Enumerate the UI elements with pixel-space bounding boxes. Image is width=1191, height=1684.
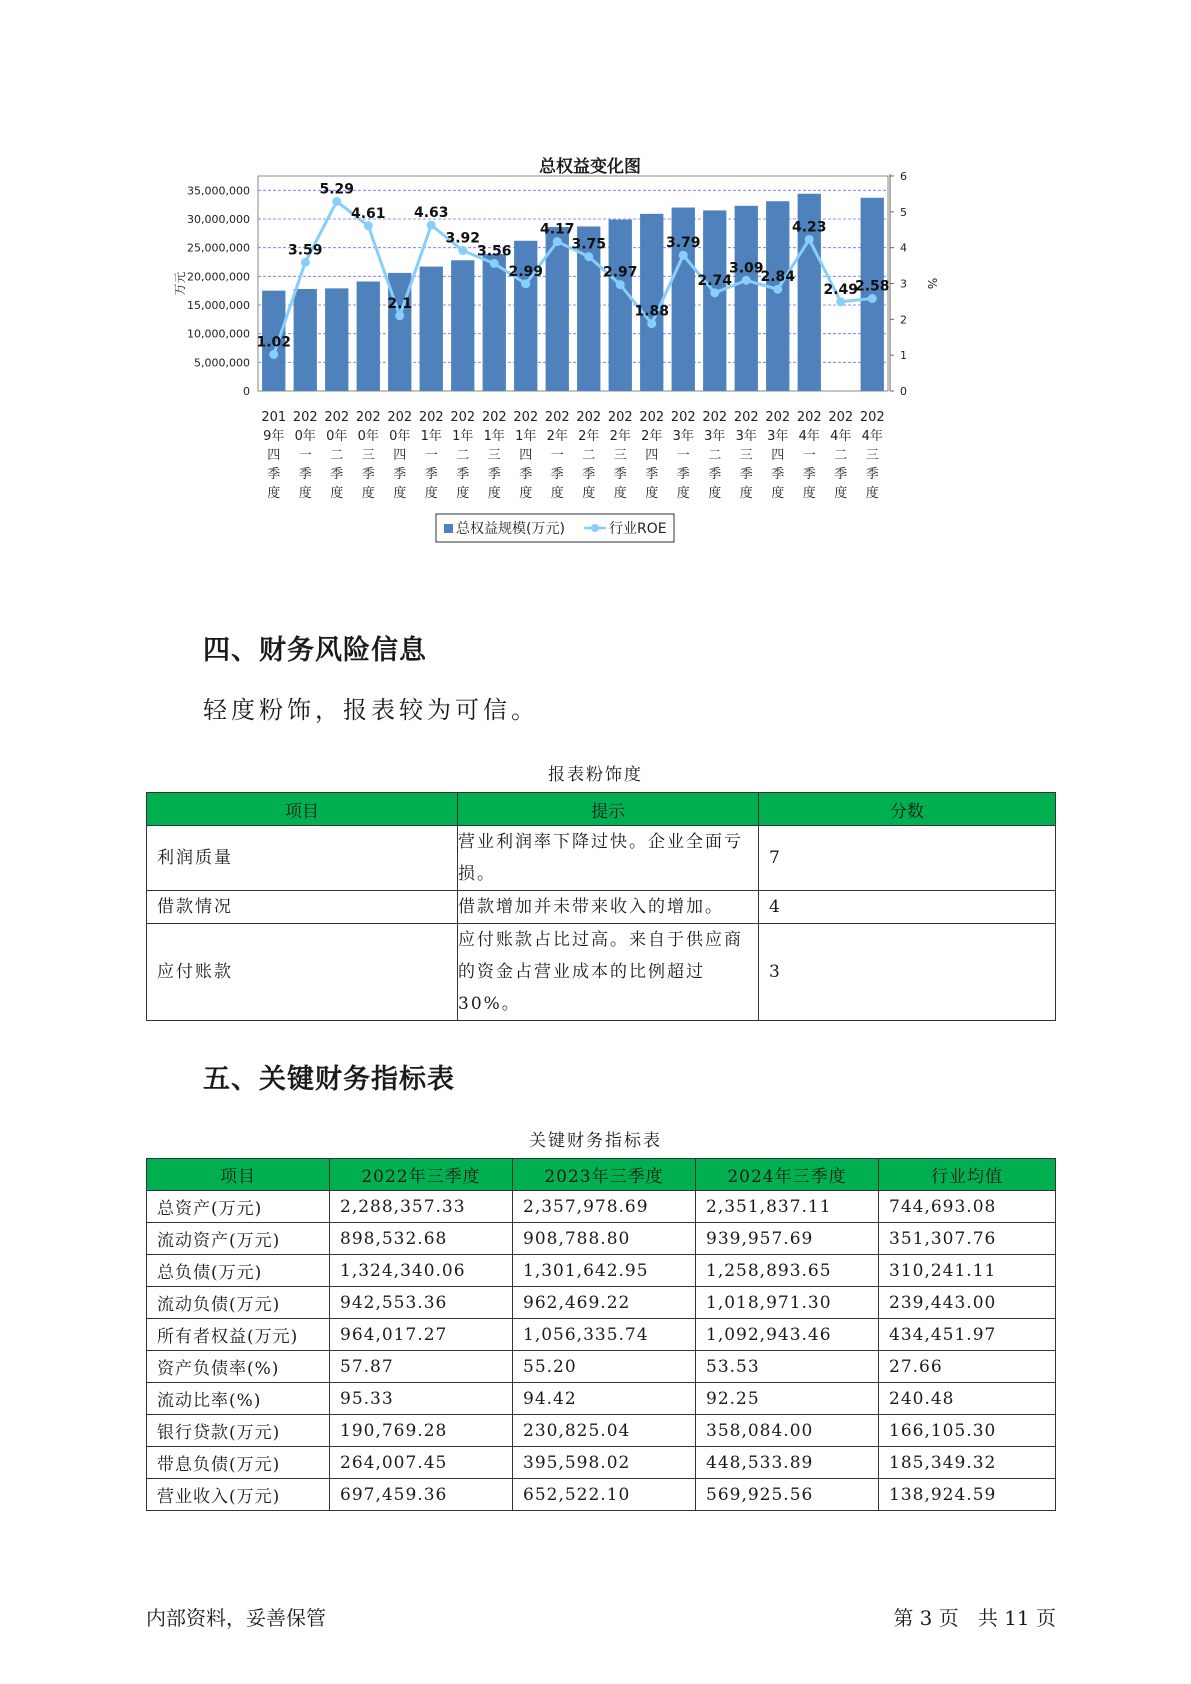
header-item: 项目 [147,1159,330,1191]
x-tick-label: 度 [771,486,785,501]
x-tick-label: 度 [865,486,879,501]
x-tick-label: 季 [802,467,816,482]
x-tick-label: 202 [481,410,507,425]
x-tick-label: 度 [834,486,848,501]
roe-point [301,258,310,267]
footer-confidential: 内部资料，妥善保管 [146,1606,326,1630]
x-tick-label: 2年 [546,429,568,444]
x-tick-label: 0年 [294,429,316,444]
roe-point [395,311,404,320]
x-tick-label: 季 [613,467,627,482]
x-tick-label: 202 [324,410,350,425]
right-tick-label: 4 [900,241,907,255]
risk-score: 7 [759,826,1056,891]
x-tick-label: 3年 [704,429,726,444]
header-2023q3: 2023年三季度 [513,1159,696,1191]
bar [357,281,380,391]
x-tick-label: 四 [519,448,533,463]
table-row [147,1191,1056,1223]
x-tick-label: 度 [361,486,375,501]
roe-data-label: 5.29 [319,181,355,198]
right-tick-label: 3 [900,277,907,291]
roe-data-label: 2.74 [697,272,733,289]
kpi-2024q3: 1,258,893.65 [696,1255,879,1287]
kpi-2022q3: 95.33 [330,1383,513,1415]
x-tick-label: 季 [393,467,407,482]
kpi-2022q3: 1,324,340.06 [330,1255,513,1287]
x-tick-label: 202 [765,410,791,425]
x-tick-label: 四 [645,448,659,463]
right-tick-label: 2 [900,313,907,327]
x-tick-label: 202 [828,410,854,425]
kpi-2023q3: 395,598.02 [513,1447,696,1479]
x-tick-label: 季 [424,467,438,482]
section-4-heading: 四、财务风险信息 [203,635,427,666]
right-tick-label: 6 [900,170,907,183]
roe-data-label: 2.58 [854,278,890,295]
bar [735,206,758,391]
roe-data-label: 4.61 [350,205,386,222]
bar [451,260,474,391]
roe-data-label: 2.97 [602,264,638,281]
chart-title: 总权益变化图 [539,157,641,177]
kpi-item: 流动负债(万元) [147,1287,330,1319]
kpi-2022q3: 190,769.28 [330,1415,513,1447]
table-row [147,1223,1056,1255]
x-tick-label: 1年 [420,429,442,444]
x-tick-label: 一 [676,448,690,463]
x-tick-label: 一 [298,448,312,463]
roe-data-label: 2.99 [508,263,544,280]
x-tick-label: 二 [456,448,470,463]
kpi-2023q3: 2,357,978.69 [513,1191,696,1223]
bar [766,201,789,391]
kpi-item: 流动比率(%) [147,1383,330,1415]
x-tick-label: 二 [708,448,722,463]
kpi-2023q3: 1,056,335.74 [513,1319,696,1351]
header-item: 项目 [147,793,458,826]
kpi-industry-avg: 351,307.76 [879,1223,1056,1255]
table-row [147,1319,1056,1351]
x-tick-label: 202 [702,410,728,425]
roe-point [269,350,278,359]
kpi-industry-avg: 27.66 [879,1351,1056,1383]
right-tick-label: 1 [900,349,907,363]
kpi-industry-avg: 138,924.59 [879,1479,1056,1511]
table-row [147,1479,1056,1511]
x-tick-label: 4年 [861,429,883,444]
left-tick-label: 30,000,000 [187,213,250,226]
section-5-heading: 五、关键财务指标表 [203,1064,455,1095]
right-axis-label: % [925,277,939,290]
kpi-item: 银行贷款(万元) [147,1415,330,1447]
kpi-2024q3: 939,957.69 [696,1223,879,1255]
x-tick-label: 季 [550,467,564,482]
x-tick-label: 度 [393,486,407,501]
roe-data-label: 3.92 [445,230,481,247]
risk-table [146,792,1056,1021]
bar [703,210,726,391]
x-tick-label: 度 [613,486,627,501]
kpi-2024q3: 358,084.00 [696,1415,879,1447]
kpi-table-caption: 关键财务指标表 [529,1131,662,1151]
x-tick-label: 202 [387,410,413,425]
kpi-item: 流动资产(万元) [147,1223,330,1255]
x-tick-label: 4年 [798,429,820,444]
x-tick-label: 季 [361,467,375,482]
risk-score: 3 [759,924,1056,1021]
left-tick-label: 20,000,000 [187,270,250,284]
x-tick-label: 度 [582,486,596,501]
kpi-industry-avg: 434,451.97 [879,1319,1056,1351]
footer-page-number: 第 3 页 共 11 页 [893,1606,1056,1630]
x-tick-label: 2年 [578,429,600,444]
kpi-2023q3: 1,301,642.95 [513,1255,696,1287]
kpi-2023q3: 962,469.22 [513,1287,696,1319]
x-tick-label: 季 [676,467,690,482]
roe-point [364,221,373,230]
x-tick-label: 202 [859,410,885,425]
roe-point [490,259,499,268]
kpi-2022q3: 2,288,357.33 [330,1191,513,1223]
kpi-item: 总负债(万元) [147,1255,330,1287]
table-row [147,1447,1056,1479]
x-tick-label: 季 [298,467,312,482]
x-tick-label: 四 [771,448,785,463]
roe-point [868,294,877,303]
table-row [147,891,1056,924]
x-tick-label: 1年 [515,429,537,444]
risk-table-caption: 报表粉饰度 [548,765,643,785]
table-row [147,826,1056,891]
x-tick-label: 度 [802,486,816,501]
x-tick-label: 2年 [641,429,663,444]
x-tick-label: 度 [456,486,470,501]
x-tick-label: 季 [834,467,848,482]
risk-hint: 应付账款占比过高。来自于供应商的资金占营业成本的比例超过30%。 [458,924,759,1021]
left-tick-label: 35,000,000 [187,184,250,198]
x-tick-label: 度 [330,486,344,501]
x-tick-label: 3年 [767,429,789,444]
roe-data-label: 3.75 [571,236,607,253]
roe-data-label: 3.59 [287,242,323,259]
x-tick-label: 季 [487,467,501,482]
risk-score: 4 [759,891,1056,924]
legend-line-label: 行业ROE [609,521,667,537]
x-tick-label: 三 [487,448,501,463]
x-tick-label: 202 [796,410,822,425]
kpi-2023q3: 652,522.10 [513,1479,696,1511]
risk-item: 利润质量 [147,826,458,891]
left-tick-label: 15,000,000 [187,299,250,312]
x-tick-label: 季 [519,467,533,482]
x-tick-label: 4年 [830,429,852,444]
right-tick-label: 0 [900,385,907,398]
roe-point [332,197,341,206]
x-tick-label: 0年 [357,429,379,444]
roe-point [458,246,467,255]
roe-data-label: 1.02 [256,334,292,351]
x-tick-label: 度 [550,486,564,501]
roe-data-label: 2.1 [387,295,413,312]
right-tick-label: 5 [900,205,907,219]
table-row [147,1383,1056,1415]
x-tick-label: 度 [676,486,690,501]
table-row [147,1351,1056,1383]
header-2022q3: 2022年三季度 [330,1159,513,1191]
kpi-2024q3: 448,533.89 [696,1447,879,1479]
kpi-2022q3: 264,007.45 [330,1447,513,1479]
x-tick-label: 一 [424,448,438,463]
kpi-industry-avg: 166,105.30 [879,1415,1056,1447]
x-tick-label: 202 [355,410,381,425]
x-tick-label: 0年 [389,429,411,444]
x-tick-label: 季 [582,467,596,482]
bar [325,288,348,391]
roe-point [836,297,845,306]
x-tick-label: 1年 [483,429,505,444]
x-tick-label: 202 [733,410,759,425]
kpi-2024q3: 53.53 [696,1351,879,1383]
roe-point [805,235,814,244]
legend-bar-label: 总权益规模(万元) [456,521,565,537]
x-tick-label: 202 [292,410,318,425]
x-tick-label: 202 [450,410,476,425]
x-tick-label: 2年 [609,429,631,444]
legend-line-marker [591,524,599,532]
chart-svg [160,138,1020,598]
kpi-2024q3: 1,092,943.46 [696,1319,879,1351]
x-tick-label: 202 [670,410,696,425]
bar [483,254,506,391]
x-tick-label: 三 [739,448,753,463]
x-tick-label: 度 [424,486,438,501]
roe-data-label: 4.23 [791,219,827,236]
x-tick-label: 201 [261,410,287,425]
x-tick-label: 季 [771,467,785,482]
kpi-table-header [147,1159,1056,1191]
kpi-industry-avg: 310,241.11 [879,1255,1056,1287]
kpi-item: 营业收入(万元) [147,1479,330,1511]
risk-summary: 轻度粉饰，报表较为可信。 [203,696,539,724]
bar [294,289,317,391]
left-tick-label: 25,000,000 [187,241,250,255]
x-tick-label: 二 [330,448,344,463]
x-tick-label: 三 [613,448,627,463]
kpi-table-body [147,1191,1056,1511]
header-2024q3: 2024年三季度 [696,1159,879,1191]
x-tick-label: 一 [802,448,816,463]
risk-item: 应付账款 [147,924,458,1021]
legend-bar-swatch [444,524,453,533]
roe-data-label: 1.88 [634,303,670,320]
roe-point [710,288,719,297]
roe-point [647,319,656,328]
roe-data-label: 4.63 [413,205,449,222]
table-row [147,1255,1056,1287]
roe-point [742,276,751,285]
kpi-2023q3: 55.20 [513,1351,696,1383]
roe-data-label: 3.56 [476,243,512,260]
risk-table-header [147,793,1056,826]
x-tick-label: 202 [513,410,539,425]
kpi-2022q3: 57.87 [330,1351,513,1383]
roe-point [584,252,593,261]
x-tick-label: 度 [739,486,753,501]
kpi-item: 资产负债率(%) [147,1351,330,1383]
x-tick-label: 季 [330,467,344,482]
x-tick-label: 三 [361,448,375,463]
risk-hint: 营业利润率下降过快。企业全面亏损。 [458,826,759,891]
table-row [147,924,1056,1021]
kpi-item: 所有者权益(万元) [147,1319,330,1351]
roe-data-label: 3.09 [728,260,764,277]
table-row [147,1287,1056,1319]
roe-point [679,251,688,260]
roe-data-label: 3.79 [665,235,701,252]
kpi-industry-avg: 239,443.00 [879,1287,1056,1319]
roe-point [616,280,625,289]
equity-chart [160,138,1020,598]
kpi-2023q3: 94.42 [513,1383,696,1415]
kpi-industry-avg: 240.48 [879,1383,1056,1415]
roe-point [521,279,530,288]
header-hint: 提示 [458,793,759,826]
kpi-2022q3: 964,017.27 [330,1319,513,1351]
header-score: 分数 [759,793,1056,826]
table-row [147,1415,1056,1447]
x-tick-label: 度 [298,486,312,501]
x-tick-label: 季 [865,467,879,482]
x-tick-label: 202 [418,410,444,425]
x-tick-label: 202 [639,410,665,425]
bar [420,267,443,391]
bar [609,220,632,391]
kpi-2024q3: 2,351,837.11 [696,1191,879,1223]
risk-hint: 借款增加并未带来收入的增加。 [458,891,759,924]
x-tick-label: 季 [739,467,753,482]
kpi-2024q3: 569,925.56 [696,1479,879,1511]
kpi-2022q3: 942,553.36 [330,1287,513,1319]
kpi-item: 带息负债(万元) [147,1447,330,1479]
kpi-industry-avg: 185,349.32 [879,1447,1056,1479]
x-tick-label: 三 [865,448,879,463]
x-tick-label: 1年 [452,429,474,444]
kpi-industry-avg: 744,693.08 [879,1191,1056,1223]
x-tick-label: 度 [267,486,281,501]
x-tick-label: 202 [544,410,570,425]
roe-data-label: 2.84 [760,269,796,286]
left-tick-label: 0 [243,385,250,398]
x-tick-label: 度 [519,486,533,501]
kpi-2022q3: 898,532.68 [330,1223,513,1255]
kpi-item: 总资产(万元) [147,1191,330,1223]
kpi-2023q3: 908,788.80 [513,1223,696,1255]
x-tick-label: 四 [393,448,407,463]
x-tick-label: 四 [267,448,281,463]
roe-data-label: 2.49 [823,281,859,298]
x-tick-label: 季 [708,467,722,482]
x-tick-label: 季 [645,467,659,482]
x-tick-label: 3年 [672,429,694,444]
x-tick-label: 3年 [735,429,757,444]
x-tick-label: 季 [456,467,470,482]
left-axis-label: 万元 [173,271,187,296]
x-tick-label: 度 [645,486,659,501]
x-tick-label: 度 [487,486,501,501]
x-tick-label: 一 [550,448,564,463]
x-tick-label: 二 [582,448,596,463]
risk-item: 借款情况 [147,891,458,924]
kpi-table [146,1158,1056,1511]
roe-point [553,237,562,246]
x-tick-label: 季 [267,467,281,482]
roe-point [427,221,436,230]
left-tick-label: 10,000,000 [187,327,250,341]
roe-point [773,285,782,294]
x-tick-label: 202 [607,410,633,425]
kpi-2022q3: 697,459.36 [330,1479,513,1511]
kpi-2023q3: 230,825.04 [513,1415,696,1447]
left-tick-label: 5,000,000 [194,356,250,370]
kpi-2024q3: 1,018,971.30 [696,1287,879,1319]
x-tick-label: 二 [834,448,848,463]
header-industry-avg: 行业均值 [879,1159,1056,1191]
x-tick-label: 202 [576,410,602,425]
roe-data-label: 4.17 [539,221,575,238]
kpi-2024q3: 92.25 [696,1383,879,1415]
x-tick-label: 0年 [326,429,348,444]
x-tick-label: 9年 [263,429,285,444]
x-tick-label: 度 [708,486,722,501]
